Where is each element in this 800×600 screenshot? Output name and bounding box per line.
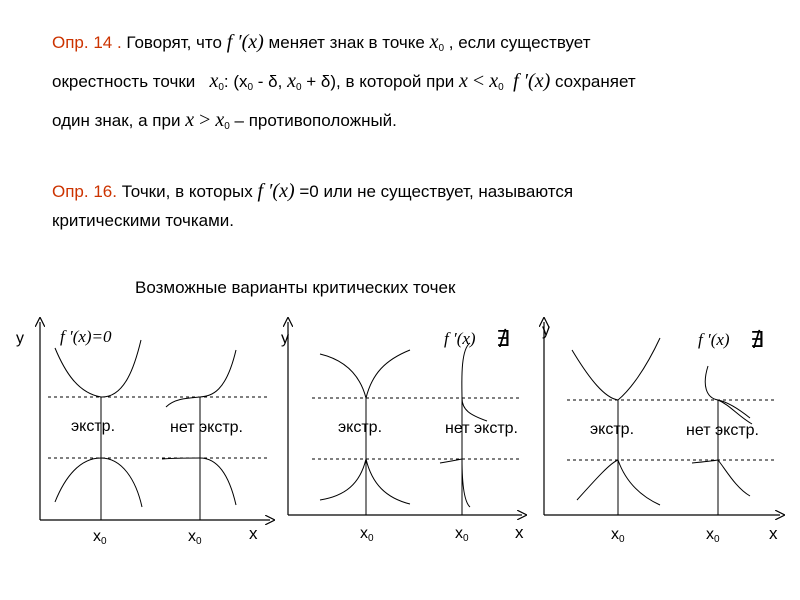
def14-text: - δ, <box>253 72 288 91</box>
y-axis-label: у <box>542 322 550 339</box>
f-prime-expr: f ′(x) <box>257 180 295 202</box>
x0-sub: 0 <box>247 82 254 93</box>
less-than: < <box>467 70 490 92</box>
graph-1 <box>16 322 270 547</box>
graph-3 <box>542 322 780 545</box>
vertical-tangent-curve <box>462 343 487 421</box>
x-axis-label: х <box>515 523 524 542</box>
def14-text: + δ), в которой при <box>301 72 460 91</box>
f-prime-expr: f ′(x) <box>444 329 476 348</box>
x0-tick-label: х0 <box>188 528 202 547</box>
vertical-tangent-curve <box>440 459 470 507</box>
x0-var: x <box>215 109 225 131</box>
extremum-label: экстр. <box>71 418 116 435</box>
x0-tick-label: х0 <box>706 526 720 545</box>
y-axis-label: у <box>281 330 289 347</box>
one-sided-curve <box>718 400 752 424</box>
no-extremum-label: нет экстр. <box>445 420 518 437</box>
def14-text: окрестность точки <box>52 72 200 91</box>
f-prime-expr: f ′(x) <box>513 70 551 92</box>
f-prime-expr: f ′(x) <box>698 330 730 349</box>
x0-sub: 0 <box>296 82 302 93</box>
x-var: x <box>459 70 468 92</box>
def16-text: критическими точками. <box>52 211 235 230</box>
def14-text: – противоположный. <box>229 111 397 130</box>
x0-tick-label: х0 <box>93 528 107 547</box>
x0-var: x <box>489 70 499 92</box>
def14-text: , если существует <box>444 33 591 52</box>
inflection-curve <box>162 458 236 505</box>
x0-sub: 0 <box>498 82 504 93</box>
graph-2 <box>281 322 524 544</box>
x0-var: x <box>287 70 296 92</box>
def14-text: Говорят, что <box>121 33 227 52</box>
x0-var: x <box>209 70 219 92</box>
greater-than: > <box>194 109 216 131</box>
min-curve <box>55 340 141 397</box>
def14-text: сохраняет <box>554 72 636 91</box>
x-var: x <box>185 109 195 131</box>
cusp-min-curve <box>320 350 410 398</box>
x0-var: x <box>429 31 439 53</box>
max-curve <box>55 458 142 507</box>
def14-label: Опр. 14 . <box>52 33 122 52</box>
graphs-caption: Возможные варианты критических точек <box>135 278 456 297</box>
x0-sub: 0 <box>438 43 445 54</box>
inflection-curve <box>166 350 236 407</box>
def16-label: Опр. 16. <box>52 182 117 201</box>
x-axis-label: х <box>769 524 778 543</box>
extremum-label: экстр. <box>590 421 635 438</box>
x-axis-label: х <box>249 524 258 543</box>
x0-var: x <box>239 72 248 91</box>
does-not-exist-symbol: ∄ <box>496 326 510 351</box>
f-prime-expr: f ′(x) <box>226 31 264 53</box>
def14-text: один знак, а при <box>52 111 186 130</box>
x0-tick-label: х0 <box>360 525 374 544</box>
def16-text: Точки, в которых <box>116 182 258 201</box>
corner-min-curve <box>572 338 660 400</box>
does-not-exist-symbol: ∄ <box>750 327 764 352</box>
f-prime-zero: f ′(x)=0 <box>60 327 112 346</box>
no-extremum-label: нет экстр. <box>686 422 759 439</box>
one-sided-curve <box>692 460 750 496</box>
x0-tick-label: х0 <box>455 525 469 544</box>
extremum-label: экстр. <box>338 419 383 436</box>
def14-text: меняет знак в точке <box>263 33 430 52</box>
def14-text: : ( <box>223 72 240 91</box>
def16-text: =0 или не существует, называются <box>294 182 574 201</box>
one-sided-curve <box>705 366 750 418</box>
x0-sub: 0 <box>218 82 224 93</box>
x0-tick-label: х0 <box>611 526 625 545</box>
y-axis-label: у <box>16 330 24 347</box>
cusp-max-curve <box>320 459 410 504</box>
no-extremum-label: нет экстр. <box>170 419 243 436</box>
x0-sub: 0 <box>224 121 230 132</box>
